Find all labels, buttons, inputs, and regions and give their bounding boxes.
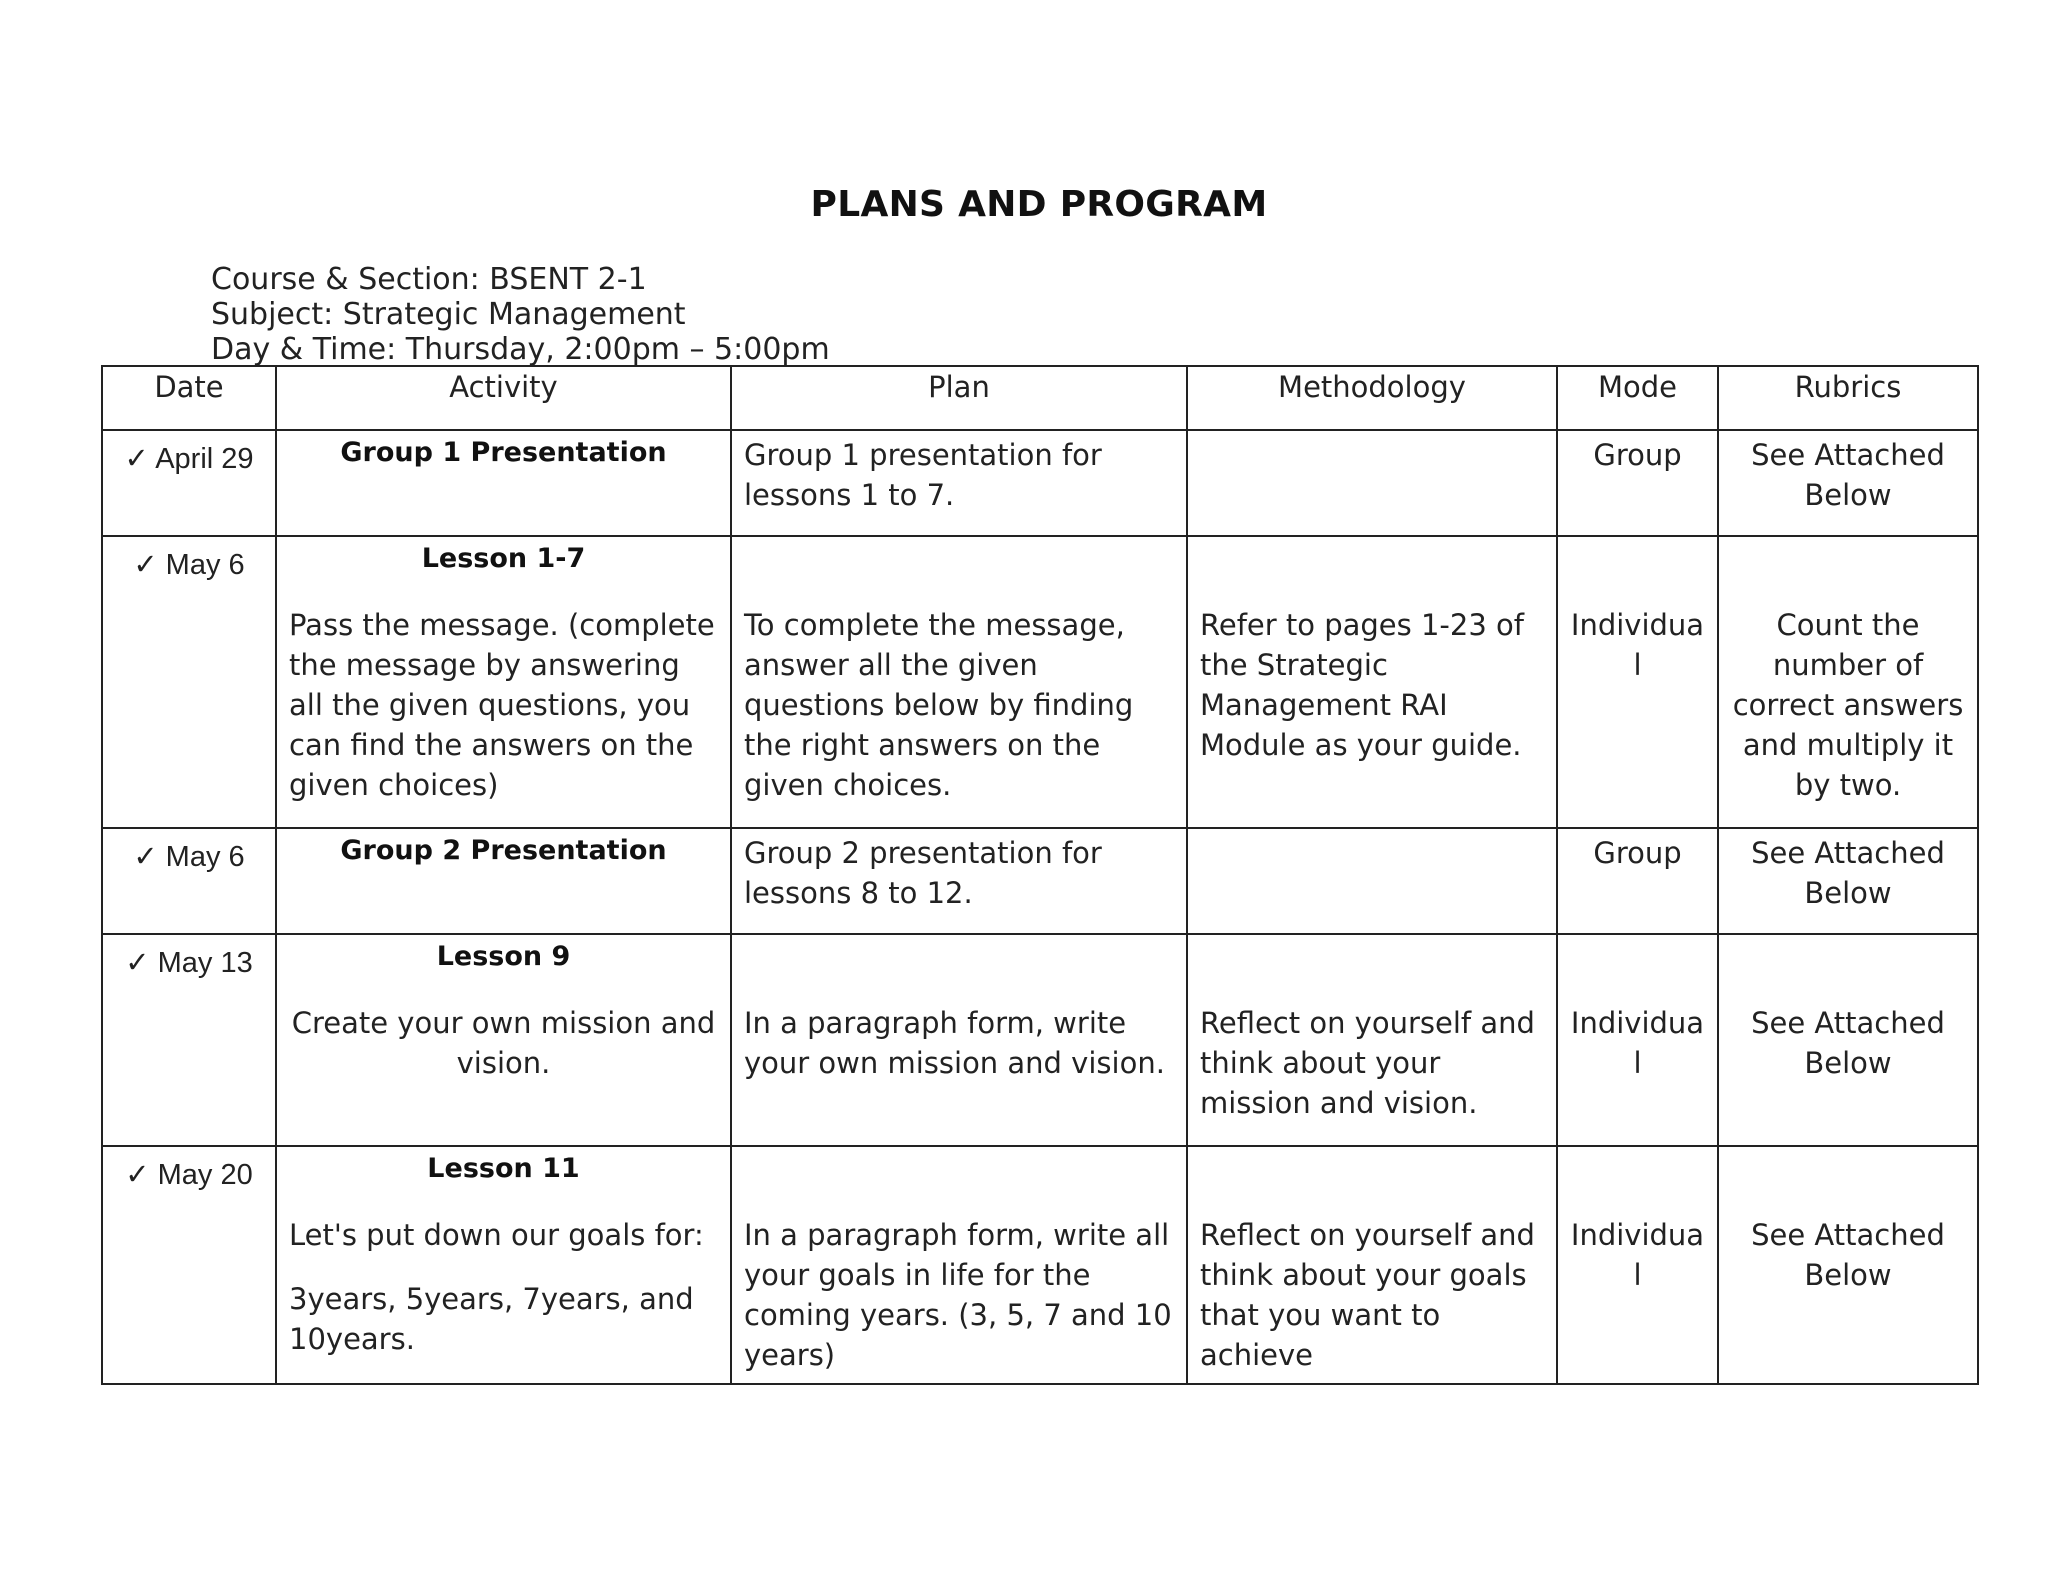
activity-description: Pass the message. (complete the message by answering all the given questions, you can find the answers on the given choices) xyxy=(289,608,715,802)
date-cell: ✓ May 13 xyxy=(102,934,276,1146)
activity-cell xyxy=(276,934,731,1146)
course-info xyxy=(211,262,830,367)
header-plan: Plan xyxy=(731,366,1187,430)
plans-table xyxy=(101,365,1979,1385)
activity-title: Lesson 11 xyxy=(427,1153,580,1184)
plan-cell: Group 1 presentation for lessons 1 to 7. xyxy=(731,430,1187,536)
methodology-text: Reflect on yourself and think about your mission and vision. xyxy=(1200,1006,1535,1120)
activity-title: Lesson 9 xyxy=(436,941,571,972)
plan-text: In a paragraph form, write your own mission and vision. xyxy=(744,1006,1165,1080)
header-rubrics: Rubrics xyxy=(1718,366,1978,430)
table-row xyxy=(102,1146,1978,1384)
date-cell: ✓ May 20 xyxy=(102,1146,276,1384)
plan-text: To complete the message, answer all the given questions below by finding the right answers on the given choices. xyxy=(744,608,1134,802)
mode-cell: Group xyxy=(1557,828,1718,934)
rubrics-text: See Attached Below xyxy=(1751,1218,1945,1292)
table-row xyxy=(102,934,1978,1146)
methodology-cell xyxy=(1187,536,1557,828)
document-title: PLANS AND PROGRAM xyxy=(810,184,1268,225)
activity-title: Lesson 1-7 xyxy=(421,543,586,574)
rubrics-text: See Attached Below xyxy=(1751,1006,1945,1080)
methodology-cell xyxy=(1187,430,1557,536)
mode-cell xyxy=(1557,1146,1718,1384)
plan-cell xyxy=(731,934,1187,1146)
rubrics-cell: See Attached Below xyxy=(1718,430,1978,536)
date-cell: ✓ May 6 xyxy=(102,828,276,934)
activity-title: Group 1 Presentation xyxy=(340,437,667,468)
plan-cell xyxy=(731,536,1187,828)
plan-cell xyxy=(731,1146,1187,1384)
table-row xyxy=(102,430,1978,536)
mode-cell: Group xyxy=(1557,430,1718,536)
header-date: Date xyxy=(102,366,276,430)
activity-description: Let's put down our goals for: xyxy=(289,1218,704,1252)
mode-text: Individual xyxy=(1570,608,1705,682)
header-activity: Activity xyxy=(276,366,731,430)
activity-cell xyxy=(276,536,731,828)
methodology-text: Reflect on yourself and think about your goals that you want to achieve xyxy=(1200,1218,1535,1372)
date-cell: ✓ May 6 xyxy=(102,536,276,828)
rubrics-cell xyxy=(1718,536,1978,828)
mode-cell xyxy=(1557,536,1718,828)
methodology-cell xyxy=(1187,934,1557,1146)
activity-cell xyxy=(276,430,731,536)
mode-text: Individual xyxy=(1570,1006,1705,1080)
header-methodology: Methodology xyxy=(1187,366,1557,430)
course-section-line: Course & Section: BSENT 2-1 xyxy=(211,262,647,297)
header-mode: Mode xyxy=(1557,366,1718,430)
methodology-cell xyxy=(1187,828,1557,934)
activity-description-2: 3years, 5years, 7years, and 10years. xyxy=(289,1282,694,1356)
table-row xyxy=(102,828,1978,934)
activity-title: Group 2 Presentation xyxy=(340,835,667,866)
methodology-cell xyxy=(1187,1146,1557,1384)
rubrics-cell xyxy=(1718,1146,1978,1384)
subject-line: Subject: Strategic Management xyxy=(211,297,686,332)
activity-cell xyxy=(276,1146,731,1384)
rubrics-cell: See Attached Below xyxy=(1718,828,1978,934)
mode-cell xyxy=(1557,934,1718,1146)
table-row xyxy=(102,536,1978,828)
activity-description: Create your own mission and vision. xyxy=(291,1006,716,1080)
date-cell: ✓ April 29 xyxy=(102,430,276,536)
activity-cell xyxy=(276,828,731,934)
rubrics-text: Count the number of correct answers and multiply it by two. xyxy=(1732,608,1964,802)
plan-text: In a paragraph form, write all your goals in life for the coming years. (3, 5, 7 and 10 years) xyxy=(744,1218,1172,1372)
plan-cell: Group 2 presentation for lessons 8 to 12. xyxy=(731,828,1187,934)
rubrics-cell xyxy=(1718,934,1978,1146)
mode-text: Individual xyxy=(1570,1218,1705,1292)
methodology-text: Refer to pages 1-23 of the Strategic Management RAI Module as your guide. xyxy=(1200,608,1524,762)
table-header-row xyxy=(102,366,1978,430)
day-time-line: Day & Time: Thursday, 2:00pm – 5:00pm xyxy=(211,332,830,367)
